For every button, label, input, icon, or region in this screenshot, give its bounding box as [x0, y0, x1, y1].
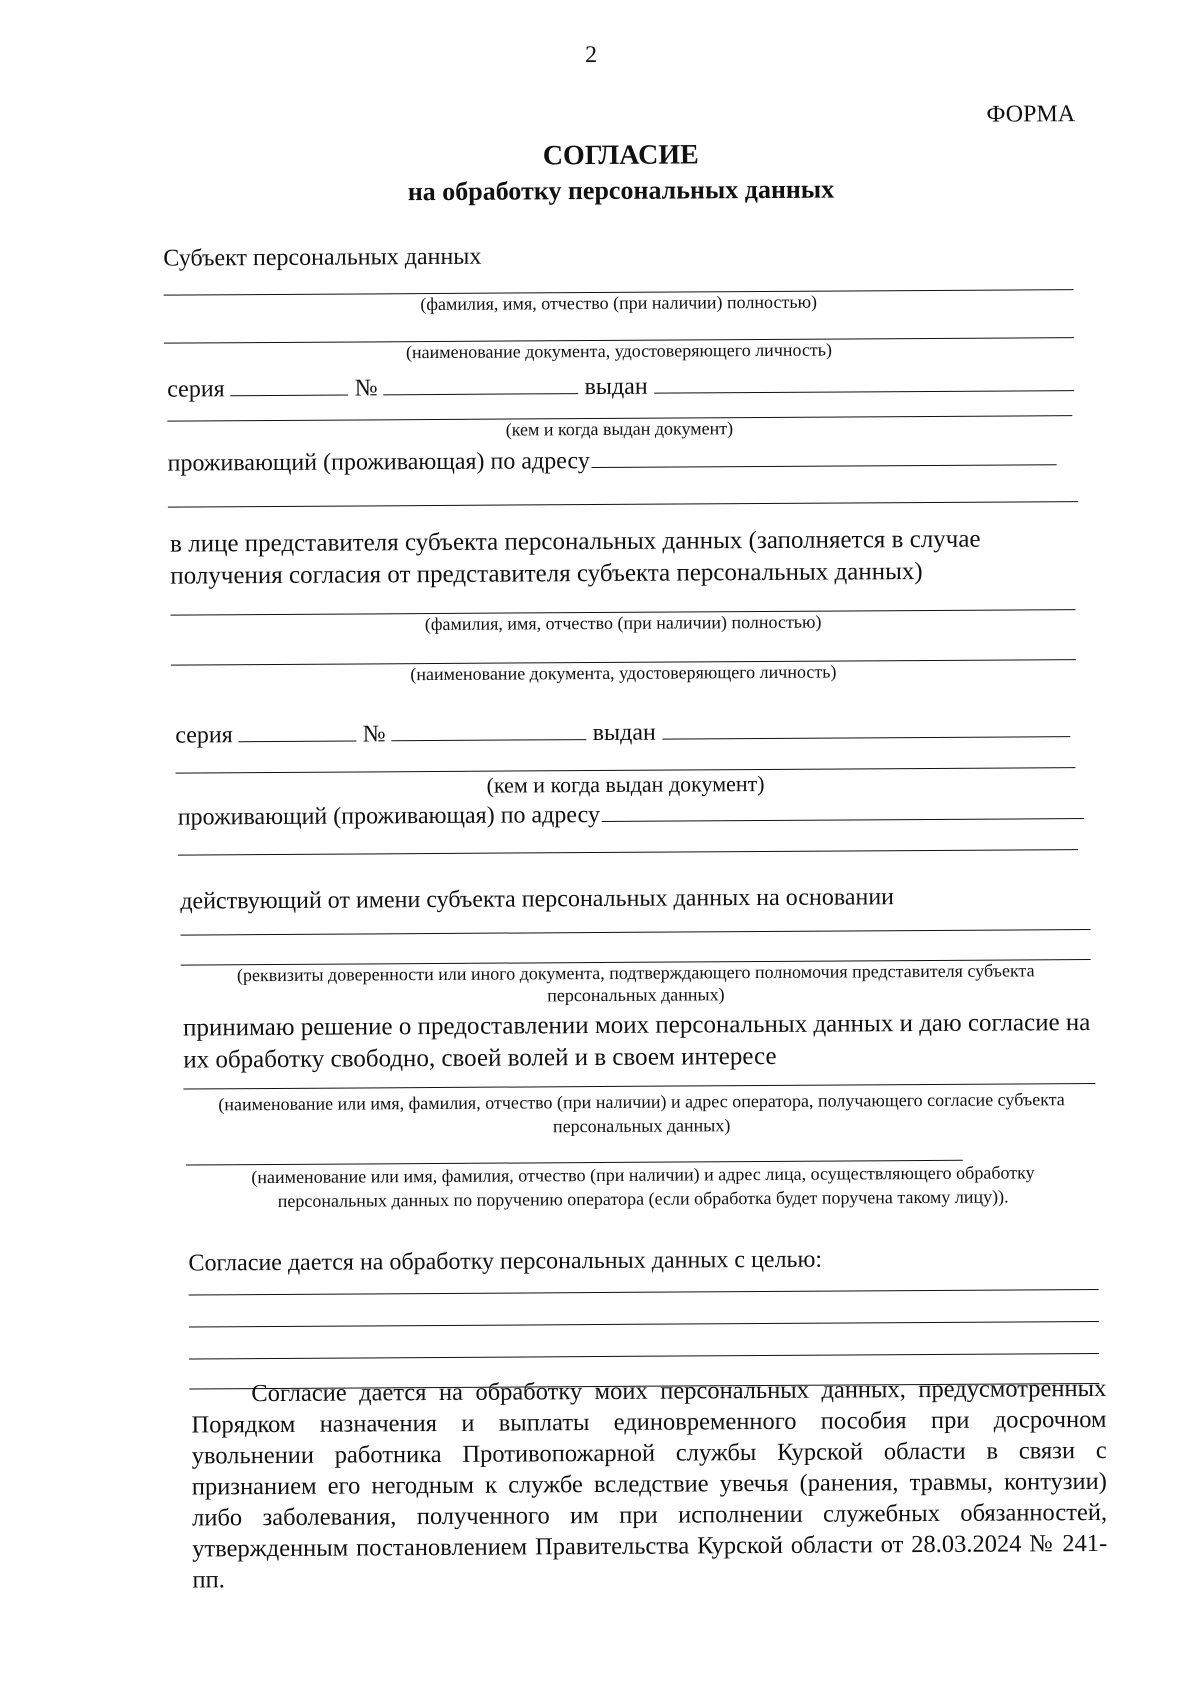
caption-processor: (наименование или имя, фамилия, отчество (при наличии) и адрес лица, осуществляющего обработку персональных данных по поручению оператора (если обработка будет поручена такому лицу)). [251, 1162, 1035, 1211]
rep-caption-doc: (наименование документа, удостоверяющего личность) [410, 661, 837, 685]
page-number: 2 [585, 42, 598, 69]
rep-caption-issued: (кем и когда выдан документ) [486, 770, 765, 798]
rep-series-field[interactable] [239, 739, 357, 742]
purpose-line-3[interactable] [189, 1353, 1099, 1360]
caption-fio: (фамилия, имя, отчество (при наличии) полностью) [420, 291, 818, 315]
issued-field[interactable] [654, 389, 1074, 394]
rep-address-field[interactable] [602, 817, 1084, 822]
rep-issued-field[interactable] [662, 735, 1070, 739]
rep-number-label: № [362, 721, 386, 748]
representative-text: в лице представителя субъекта персональных данных (заполняется в случае получения согласия от представителя субъекта персональных данных) [170, 525, 981, 590]
form-label: ФОРМА [986, 101, 1076, 128]
subject-address-line-2[interactable] [168, 501, 1078, 508]
purpose-label: Согласие дается на обработку персональных данных с целью: [188, 1246, 823, 1277]
number-label: № [354, 375, 378, 402]
issued-label: выдан [584, 373, 648, 401]
rep-address-row [178, 799, 1090, 832]
rep-passport-row [175, 717, 1076, 750]
address-label: проживающий (проживающая) по адресу [167, 448, 590, 477]
series-field[interactable] [231, 394, 349, 397]
acting-label: действующий от имени субъекта персональных данных на основании [180, 884, 895, 915]
number-field[interactable] [384, 392, 579, 395]
subject-passport-row [167, 371, 1080, 404]
caption-issued: (кем и когда выдан документ) [505, 418, 734, 440]
document-title: СОГЛАСИЕ [542, 139, 699, 172]
purpose-line-2[interactable] [189, 1321, 1099, 1328]
caption-doc: (наименование документа, удостоверяющего личность) [405, 339, 833, 363]
purpose-line-1[interactable] [189, 1289, 1099, 1296]
subject-address-row [168, 445, 1063, 477]
rep-address-label: проживающий (проживающая) по адресу [177, 801, 601, 831]
final-paragraph: Согласие дается на обработку моих персональных данных, предусмотренных Порядком назначения и выплаты единовременного пособия при досрочном увольнении работника Противопожарной службы Курской области в связи с признанием его негодным к службе вследствие увечья (ранения, травмы, контузии) либо заболевания, полученного им при исполнении служебных обязанностей, утвержденным постановлением Правительства Курской области от 28.03.2024 № 241-пп. [191, 1374, 1108, 1594]
subject-label: Субъект персональных данных [163, 243, 482, 272]
rep-address-line-2[interactable] [178, 849, 1078, 855]
address-field[interactable] [592, 463, 1057, 468]
document-subtitle: на обработку персональных данных [407, 174, 835, 207]
caption-authority: (реквизиты доверенности или иного документа, подтверждающего полномочия представителя субъекта персональных данных) [236, 960, 1035, 1006]
rep-issued-label: выдан [592, 719, 656, 747]
decision-text: принимаю решение о предоставлении моих персональных данных и даю согласие на их обработку свободно, своей волей и в своем интересе [182, 1009, 1091, 1074]
caption-operator: (наименование или имя, фамилия, отчество (при наличии) и адрес оператора, получающего согласие субъекта персональных данных) [218, 1089, 1065, 1137]
series-label: серия [167, 376, 225, 403]
rep-number-field[interactable] [392, 738, 587, 741]
rep-series-label: серия [175, 722, 233, 749]
authority-line-1[interactable] [181, 929, 1091, 936]
rep-caption-fio: (фамилия, имя, отчество (при наличии) полностью) [424, 611, 822, 635]
